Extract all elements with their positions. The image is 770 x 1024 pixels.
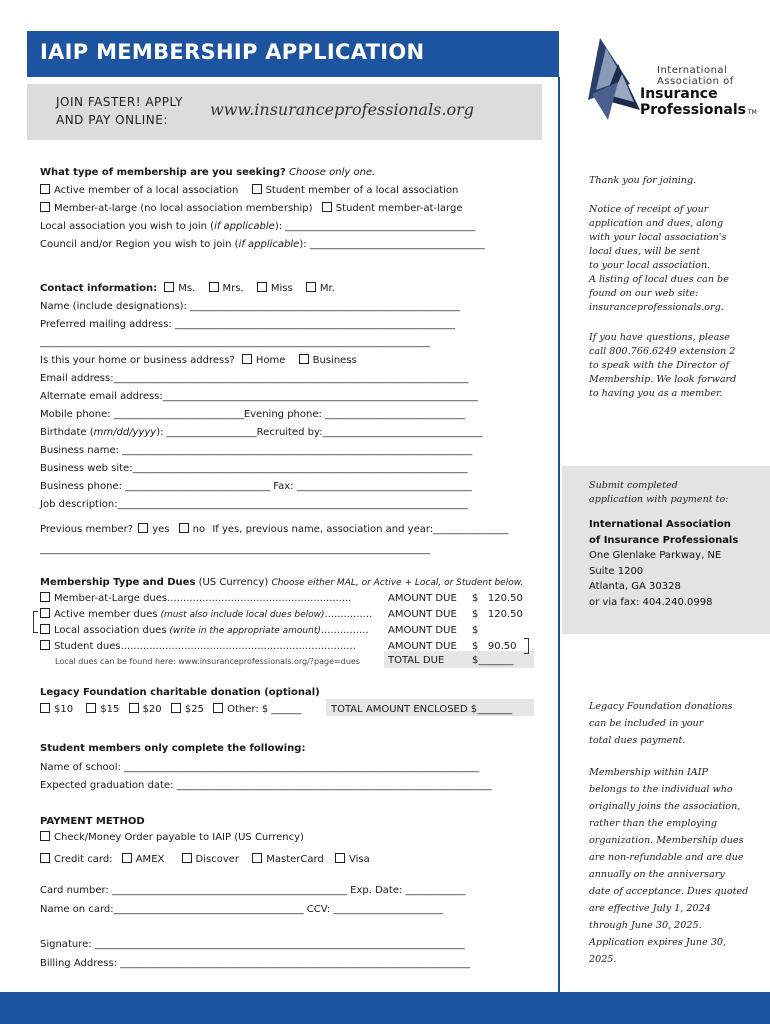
previous-member-line2[interactable]: ______________________________________________________________________________ bbox=[40, 544, 430, 555]
sidebar-thanks: Thank you for joining. bbox=[589, 175, 697, 186]
checkbox-student-at-large[interactable] bbox=[322, 202, 332, 212]
membership-options-row1: Active member of a local association Student member of a local association bbox=[40, 184, 458, 197]
checkbox-miss[interactable] bbox=[257, 282, 267, 292]
local-dues-link[interactable]: Local dues can be found here: www.insuranceprofessionals.org/?page=dues bbox=[55, 657, 360, 666]
checkbox-donate-10[interactable] bbox=[40, 703, 50, 713]
checkbox-prev-no[interactable] bbox=[179, 523, 189, 533]
checkbox-business[interactable] bbox=[299, 354, 309, 364]
school-name-field[interactable]: Name of school: _______________________________________________________________________ bbox=[40, 762, 480, 773]
column-divider bbox=[558, 77, 560, 992]
footer-bar bbox=[0, 992, 770, 1024]
membership-question: What type of membership are you seeking? Choose only one. bbox=[40, 167, 376, 178]
logo-text-bottom: Insurance Professionals TM bbox=[640, 86, 757, 118]
amount-due-label: AMOUNT DUE bbox=[388, 641, 457, 652]
signature-field[interactable]: Signature: __________________________________________________________________________ bbox=[40, 939, 465, 950]
previous-member-row: Previous member? yes no If yes, previous name, association and year:_______________ bbox=[40, 524, 509, 535]
business-name-field[interactable]: Business name: ______________________________________________________________________ bbox=[40, 445, 473, 456]
business-web-field[interactable]: Business web site:___________________________________________________________________ bbox=[40, 463, 468, 474]
checkbox-active-dues[interactable] bbox=[40, 608, 50, 618]
billing-address-field[interactable]: Billing Address: ______________________________________________________________________ bbox=[40, 958, 471, 969]
mailing-address-line2[interactable]: ______________________________________________________________________________ bbox=[40, 337, 430, 348]
business-phone-field[interactable]: Business phone: _____________________________ Fax: ___________________________________ bbox=[40, 481, 472, 492]
name-on-card-field[interactable]: Name on card:______________________________________ CCV: ______________________ bbox=[40, 904, 444, 915]
amount-due-value: $ 90.50 bbox=[472, 641, 517, 652]
dues-label-mal: Member-at-Large dues.......................................................... bbox=[40, 592, 385, 605]
total-enclosed-field[interactable]: TOTAL AMOUNT ENCLOSED $_______ bbox=[331, 704, 513, 715]
checkbox-mr[interactable] bbox=[306, 282, 316, 292]
council-region-field[interactable]: Council and/or Region you wish to join (if applicable): ___________________________________ bbox=[40, 239, 485, 250]
checkbox-discover[interactable] bbox=[182, 853, 192, 863]
logo-text-top: International Association of bbox=[657, 65, 734, 87]
amount-due-value: $ 120.50 bbox=[472, 609, 523, 620]
phone-fields[interactable]: Mobile phone: __________________________Evening phone: ____________________________ bbox=[40, 409, 466, 420]
dues-label-local: Local association dues (write in the appropriate amount)............... bbox=[40, 624, 385, 638]
payment-title: PAYMENT METHOD bbox=[40, 816, 145, 827]
sidebar-org-name: International Association of Insurance Professionals bbox=[589, 519, 739, 546]
job-description-field[interactable]: Job description:______________________________________________________________________ bbox=[40, 499, 468, 510]
checkbox-prev-yes[interactable] bbox=[138, 523, 148, 533]
amount-due-input[interactable]: $ bbox=[472, 625, 479, 636]
student-title: Student members only complete the following: bbox=[40, 743, 306, 754]
payment-check-row: Check/Money Order payable to IAIP (US Currency) bbox=[40, 831, 304, 844]
email-field[interactable]: Email address:_______________________________________________________________________ bbox=[40, 373, 469, 384]
checkbox-mastercard[interactable] bbox=[252, 853, 262, 863]
amount-due-label: AMOUNT DUE bbox=[388, 625, 457, 636]
local-association-field[interactable]: Local association you wish to join (if applicable): ______________________________________ bbox=[40, 221, 476, 232]
card-number-field[interactable]: Card number: _______________________________________________ Exp. Date: ____________ bbox=[40, 885, 466, 896]
checkbox-mal-dues[interactable] bbox=[40, 592, 50, 602]
dues-label-student: Student dues.......................................................................... bbox=[40, 640, 385, 653]
checkbox-donate-25[interactable] bbox=[171, 703, 181, 713]
sidebar-questions: If you have questions, please call 800.766.6249 extension 2 to speak with the Director of Membership. We look forward to having you as a member. bbox=[589, 332, 737, 399]
checkbox-student-local[interactable] bbox=[252, 184, 262, 194]
website-link[interactable]: www.insuranceprofessionals.org bbox=[210, 100, 474, 119]
checkbox-mrs[interactable] bbox=[209, 282, 219, 292]
checkbox-visa[interactable] bbox=[335, 853, 345, 863]
bracket-right bbox=[524, 638, 529, 654]
amount-due-value: $ 120.50 bbox=[472, 593, 523, 604]
bracket-left bbox=[33, 611, 38, 633]
dues-label-active: Active member dues (must also include local dues below)............... bbox=[40, 608, 385, 622]
graduation-date-field[interactable]: Expected graduation date: _______________________________________________________________ bbox=[40, 780, 492, 791]
amount-due-label: AMOUNT DUE bbox=[388, 609, 457, 620]
name-field[interactable]: Name (include designations): ______________________________________________________ bbox=[40, 301, 461, 312]
sidebar-address: One Glenlake Parkway, NE Suite 1200 Atlanta, GA 30328 or via fax: 404.240.0998 bbox=[589, 550, 722, 608]
mailing-address-field[interactable]: Preferred mailing address: ________________________________________________________ bbox=[40, 319, 455, 330]
checkbox-credit-card[interactable] bbox=[40, 853, 50, 863]
checkbox-amex[interactable] bbox=[122, 853, 132, 863]
payment-card-row: Credit card: AMEX Discover MasterCard Visa bbox=[40, 853, 370, 866]
legacy-options-row: $10 $15 $20 $25 Other: $ ______ bbox=[40, 703, 301, 716]
sidebar-submit: Submit completed application with payment to: bbox=[589, 480, 729, 505]
join-online-text: JOIN FASTER! APPLY AND PAY ONLINE: bbox=[56, 95, 183, 127]
page-title: IAIP MEMBERSHIP APPLICATION bbox=[40, 40, 425, 64]
total-due-label: TOTAL DUE bbox=[388, 655, 445, 666]
legacy-title: Legacy Foundation charitable donation (optional) bbox=[40, 687, 320, 698]
address-type-row: Is this your home or business address? Home Business bbox=[40, 355, 357, 366]
checkbox-active-local[interactable] bbox=[40, 184, 50, 194]
checkbox-donate-other[interactable] bbox=[213, 703, 223, 713]
sidebar-notice: Notice of receipt of your application and dues, along with your local association's local dues, will be sent to your local association. A listing of local dues can be found on our web site: insuranceprofessionals.org. bbox=[589, 204, 729, 313]
amount-due-label: AMOUNT DUE bbox=[388, 593, 457, 604]
checkbox-donate-20[interactable] bbox=[129, 703, 139, 713]
alt-email-field[interactable]: Alternate email address:_______________________________________________________________ bbox=[40, 391, 478, 402]
checkbox-ms[interactable] bbox=[164, 282, 174, 292]
membership-options-row2: Member-at-large (no local association membership) Student member-at-large bbox=[40, 202, 462, 215]
sidebar-membership-note: Membership within IAIP belongs to the individual who originally joins the association, rather than the employing organization. Membership dues are non-refundable and are due annually on the anniversary date of acceptance. Dues quoted are effective July 1, 2024 through June 30, 2025. Application expires June 30, 2025. bbox=[589, 767, 749, 965]
checkbox-check-money-order[interactable] bbox=[40, 831, 50, 841]
checkbox-member-at-large[interactable] bbox=[40, 202, 50, 212]
checkbox-donate-15[interactable] bbox=[86, 703, 96, 713]
dues-title: Membership Type and Dues (US Currency) Choose either MAL, or Active + Local, or Student below. bbox=[40, 577, 524, 588]
total-due-input[interactable]: $_______ bbox=[472, 655, 514, 666]
birthdate-field[interactable]: Birthdate (mm/dd/yyyy): __________________Recruited by:________________________________ bbox=[40, 427, 483, 438]
checkbox-local-dues[interactable] bbox=[40, 624, 50, 634]
contact-title-row: Contact information: Ms. Mrs. Miss Mr. bbox=[40, 283, 335, 294]
checkbox-home[interactable] bbox=[242, 354, 252, 364]
sidebar-legacy-note: Legacy Foundation donations can be included in your total dues payment. bbox=[589, 701, 733, 746]
checkbox-student-dues[interactable] bbox=[40, 640, 50, 650]
